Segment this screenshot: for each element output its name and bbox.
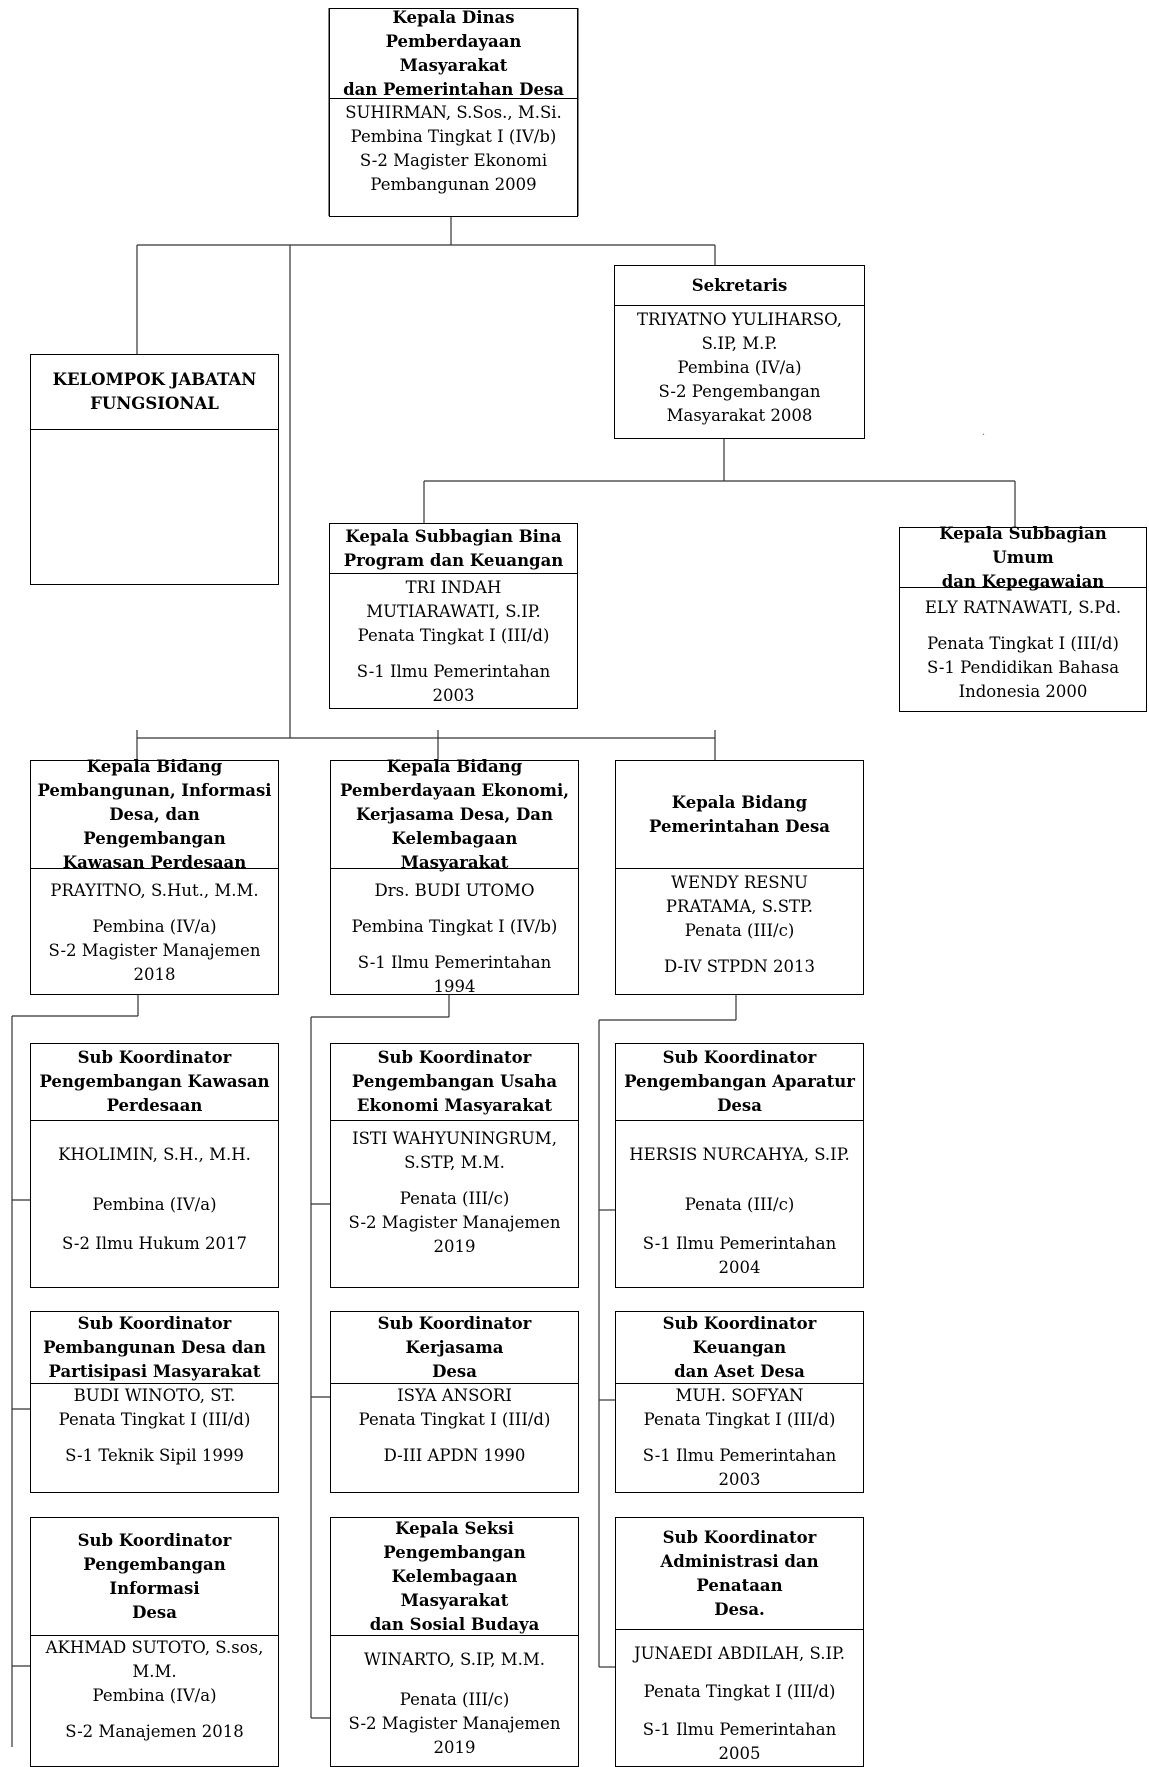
org-box-bidang-pemerintahan bbox=[615, 760, 864, 995]
org-box-bidang-pembangunan bbox=[30, 756, 279, 995]
box-title: Sub Koordinator Pengembangan Aparatur Desa bbox=[616, 1044, 863, 1121]
person-name: WINARTO, S.IP, M.M. bbox=[363, 1650, 546, 1669]
person-rank: Pembina (IV/a) bbox=[92, 1195, 217, 1214]
org-box-sub-pembangunan-desa bbox=[30, 1311, 279, 1493]
box-body bbox=[31, 1121, 278, 1287]
person-rank: Penata (III/c) bbox=[684, 1195, 795, 1214]
org-box-sub-kawasan bbox=[30, 1043, 279, 1288]
person-rank: Penata (III/c) bbox=[684, 921, 795, 940]
box-body bbox=[616, 1121, 863, 1287]
person-education: S-2 Ilmu Hukum 2017 bbox=[61, 1234, 248, 1253]
person-rank: Pembina Tingkat I (IV/b) bbox=[351, 917, 558, 936]
person-name: TRI INDAH MUTIARAWATI, S.IP. bbox=[366, 578, 541, 621]
box-body bbox=[31, 869, 278, 994]
box-body bbox=[331, 869, 578, 999]
box-title: Kepala Bidang Pembangunan, Informasi Desa, dan Pengembangan Kawasan Perdesaan bbox=[31, 761, 278, 869]
stray-mark: · bbox=[982, 430, 986, 441]
person-rank: Penata Tingkat I (III/d) bbox=[927, 634, 1119, 653]
box-title: KELOMPOK JABATAN FUNGSIONAL bbox=[31, 355, 278, 430]
person-rank: Penata Tingkat I (III/d) bbox=[358, 1410, 551, 1429]
box-title: Sub Koordinator Pengembangan Informasi Desa bbox=[31, 1518, 278, 1636]
person-education: S-1 Teknik Sipil 1999 bbox=[65, 1446, 244, 1465]
person-education: S-1 Ilmu Pemerintahan 2004 bbox=[642, 1234, 837, 1277]
box-body bbox=[31, 1384, 278, 1492]
box-title: Kepala Seksi Pengembangan Kelembagaan Masyarakat dan Sosial Budaya bbox=[331, 1518, 578, 1636]
person-education: S-1 Ilmu Pemerintahan 2005 bbox=[642, 1720, 837, 1763]
person-education: S-1 Ilmu Pemerintahan 2003 bbox=[356, 662, 551, 705]
box-title: Sekretaris bbox=[615, 266, 864, 306]
org-box-bina-program bbox=[329, 523, 578, 709]
person-name: SUHIRMAN, S.Sos., M.Si. bbox=[345, 103, 562, 122]
person-rank: Penata Tingkat I (III/d) bbox=[357, 626, 550, 645]
person-education: S-2 Magister Manajemen 2018 bbox=[48, 941, 261, 984]
person-education: S-1 Pendidikan Bahasa Indonesia 2000 bbox=[926, 658, 1120, 701]
box-body bbox=[616, 1630, 863, 1766]
person-name: Drs. BUDI UTOMO bbox=[374, 881, 535, 900]
person-rank: Penata (III/c) bbox=[399, 1189, 510, 1208]
org-box-seksi-kelembagaan bbox=[330, 1517, 579, 1767]
box-title: Kepala Subbagian Umum dan Kepegawaian bbox=[900, 528, 1146, 588]
org-box-umum bbox=[899, 523, 1147, 712]
person-rank: Pembina Tingkat I (IV/b) bbox=[350, 127, 557, 146]
person-name: TRIYATNO YULIHARSO, S.IP, M.P. bbox=[637, 310, 842, 353]
person-education: S-2 Manajemen 2018 bbox=[65, 1722, 244, 1741]
box-title: Sub Koordinator Pembangunan Desa dan Partisipasi Masyarakat bbox=[31, 1312, 278, 1384]
person-name: AKHMAD SUTOTO, S.sos, M.M. bbox=[45, 1638, 264, 1681]
person-rank: Penata Tingkat I (III/d) bbox=[643, 1682, 836, 1701]
box-body bbox=[900, 588, 1146, 711]
person-education: S-1 Ilmu Pemerintahan 2003 bbox=[642, 1446, 837, 1489]
box-body bbox=[331, 1636, 578, 1766]
box-title: Kepala Bidang Pemberdayaan Ekonomi, Kerjasama Desa, Dan Kelembagaan Masyarakat bbox=[331, 761, 578, 869]
person-rank: Penata Tingkat I (III/d) bbox=[643, 1410, 836, 1429]
box-title: Sub Koordinator Kerjasama Desa bbox=[331, 1312, 578, 1384]
box-body bbox=[615, 306, 864, 438]
box-title: Sub Koordinator Pengembangan Kawasan Perdesaan bbox=[31, 1044, 278, 1121]
person-name: BUDI WINOTO, ST. bbox=[73, 1386, 236, 1405]
person-name: WENDY RESNU PRATAMA, S.STP. bbox=[665, 873, 814, 916]
person-rank: Pembina (IV/a) bbox=[92, 1686, 217, 1705]
person-name: KHOLIMIN, S.H., M.H. bbox=[58, 1145, 251, 1164]
org-box-bidang-pemberdayaan bbox=[330, 756, 579, 996]
org-box-fungsional bbox=[30, 354, 279, 585]
box-body bbox=[330, 99, 577, 216]
org-box-sub-kerjasama bbox=[330, 1311, 579, 1493]
person-education: S-1 Ilmu Pemerintahan 1994 bbox=[357, 953, 552, 996]
person-name: MUH. SOFYAN bbox=[675, 1386, 804, 1405]
person-rank: Pembina (IV/a) bbox=[92, 917, 217, 936]
org-box-sub-aparatur bbox=[615, 1043, 864, 1288]
person-education: S-2 Pengembangan Masyarakat 2008 bbox=[658, 382, 821, 425]
org-box-sub-administrasi bbox=[615, 1517, 864, 1767]
box-body bbox=[31, 430, 278, 584]
person-education: S-2 Magister Ekonomi Pembangunan 2009 bbox=[359, 151, 548, 194]
person-name: HERSIS NURCAHYA, S.IP. bbox=[629, 1145, 850, 1164]
person-name: JUNAEDI ABDILAH, S.IP. bbox=[634, 1644, 845, 1663]
box-title: Sub Koordinator Administrasi dan Penataan Desa. bbox=[616, 1518, 863, 1630]
person-name: ISTI WAHYUNINGRUM, S.STP, M.M. bbox=[352, 1129, 557, 1172]
org-box-sub-informasi-desa bbox=[30, 1517, 279, 1767]
box-title: Kepala Bidang Pemerintahan Desa bbox=[616, 761, 863, 869]
person-rank: Penata (III/c) bbox=[399, 1690, 510, 1709]
person-name: PRAYITNO, S.Hut., M.M. bbox=[50, 881, 259, 900]
box-title: Kepala Subbagian Bina Program dan Keuangan bbox=[330, 524, 577, 574]
box-title: Sub Koordinator Pengembangan Usaha Ekonomi Masyarakat bbox=[331, 1044, 578, 1121]
box-body bbox=[330, 574, 577, 708]
person-name: ISYA ANSORI bbox=[397, 1386, 512, 1405]
box-title: Sub Koordinator Keuangan dan Aset Desa bbox=[616, 1312, 863, 1384]
person-education: D-IV STPDN 2013 bbox=[663, 957, 816, 976]
box-body bbox=[616, 1384, 863, 1492]
org-box-sekretaris bbox=[614, 265, 865, 439]
box-body bbox=[31, 1636, 278, 1766]
box-title: Kepala Dinas Pemberdayaan Masyarakat dan Pemerintahan Desa bbox=[330, 9, 577, 99]
person-rank: Penata Tingkat I (III/d) bbox=[58, 1410, 251, 1429]
person-rank: Pembina (IV/a) bbox=[677, 358, 802, 377]
box-body bbox=[616, 869, 863, 994]
box-body bbox=[331, 1384, 578, 1492]
org-box-sub-usaha-ekonomi bbox=[330, 1043, 579, 1288]
box-body bbox=[331, 1121, 578, 1287]
person-education: S-2 Magister Manajemen 2019 bbox=[348, 1213, 561, 1256]
person-education: D-III APDN 1990 bbox=[383, 1446, 526, 1465]
person-education: S-2 Magister Manajemen 2019 bbox=[348, 1714, 561, 1757]
org-box-sub-keuangan-aset bbox=[615, 1311, 864, 1493]
org-box-kepala-dinas bbox=[329, 8, 578, 217]
person-name: ELY RATNAWATI, S.Pd. bbox=[924, 598, 1122, 617]
